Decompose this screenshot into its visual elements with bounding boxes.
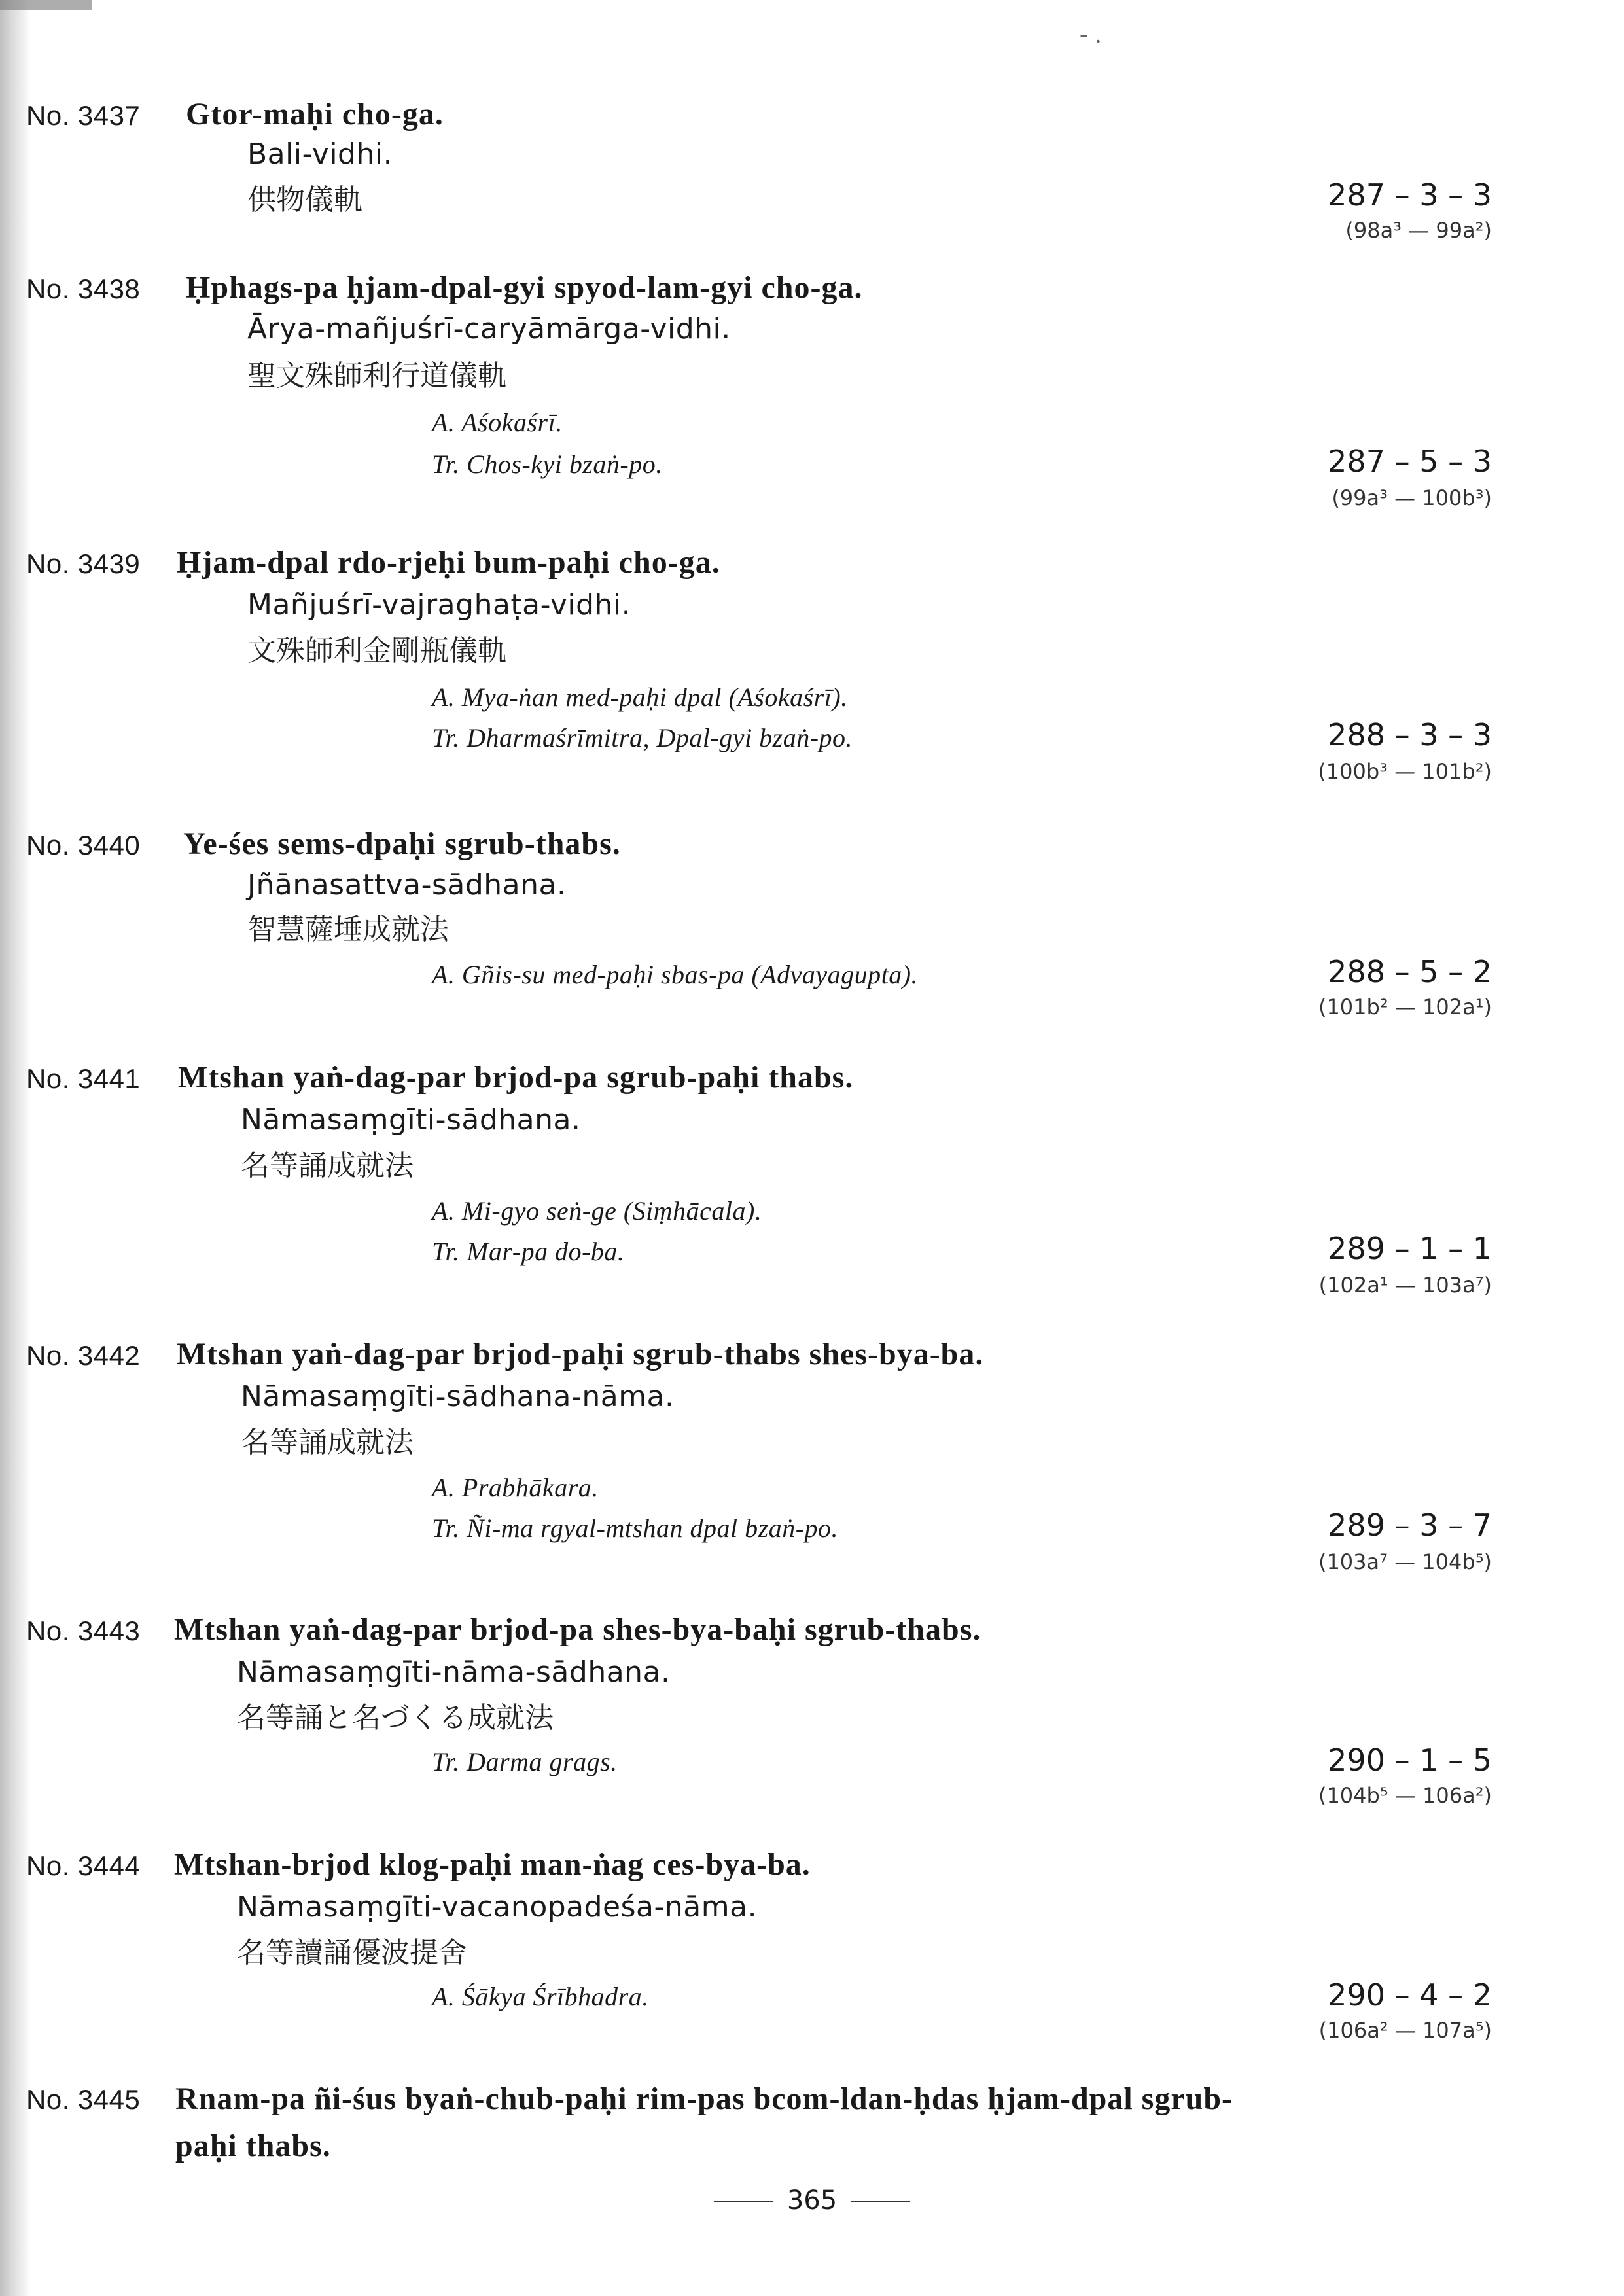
- tibetan-title: Mtshan yaṅ-dag-par brjod-pa sgrub-paḥi thabs.: [178, 1060, 854, 1095]
- folio-range: (98a³ — 99a²): [1345, 218, 1492, 243]
- top-dash-mark: - .: [1080, 19, 1102, 48]
- chinese-title: 名等讀誦優波提舍: [237, 1936, 467, 1969]
- chinese-title: 智慧薩埵成就法: [247, 913, 449, 946]
- tibetan-title: Mtshan-brjod klog-paḥi man-ṅag ces-bya-ba.: [174, 1847, 811, 1882]
- volume-page-ref: 289 – 3 – 7: [1328, 1508, 1492, 1543]
- translator-line: Tr. Mar-pa do-ba.: [432, 1237, 625, 1266]
- page-number: 365: [786, 2185, 838, 2216]
- chinese-title: 名等誦成就法: [241, 1426, 414, 1459]
- footer-rule-right: [851, 2201, 910, 2202]
- entry-number: No. 3439: [26, 548, 141, 579]
- sanskrit-title: Nāmasaṃgīti-vacanopadeśa-nāma.: [237, 1890, 758, 1924]
- entry-number: No. 3437: [26, 100, 141, 131]
- author-line: A. Prabhākara.: [432, 1473, 599, 1502]
- author-line: A. Aśokaśrī.: [432, 408, 563, 437]
- author-line: A. Śākya Śrībhadra.: [432, 1982, 649, 2011]
- translator-line: Tr. Chos-kyi bzaṅ-po.: [432, 450, 663, 479]
- sanskrit-title: Nāmasaṃgīti-nāma-sādhana.: [237, 1655, 671, 1689]
- entry-number: No. 3444: [26, 1850, 141, 1881]
- volume-page-ref: 288 – 5 – 2: [1328, 954, 1492, 989]
- chinese-title: 供物儀軌: [247, 183, 362, 217]
- folio-range: (102a¹ — 103a⁷): [1318, 1273, 1492, 1298]
- translator-line: Tr. Dharmaśrīmitra, Dpal-gyi bzaṅ-po.: [432, 723, 853, 752]
- tibetan-title: Mtshan yaṅ-dag-par brjod-paḥi sgrub-thabs shes-bya-ba.: [177, 1337, 984, 1371]
- chinese-title: 名等誦成就法: [241, 1149, 414, 1182]
- entry-number: No. 3442: [26, 1340, 141, 1371]
- sanskrit-title: Nāmasaṃgīti-sādhana-nāma.: [241, 1380, 675, 1413]
- volume-page-ref: 287 – 3 – 3: [1328, 177, 1492, 213]
- folio-range: (103a⁷ — 104b⁵): [1318, 1549, 1492, 1574]
- tibetan-title: Ye-śes sems-dpaḥi sgrub-thabs.: [183, 826, 621, 861]
- tibetan-title: Gtor-maḥi cho-ga.: [186, 97, 444, 132]
- entry-number: No. 3438: [26, 274, 141, 304]
- chinese-title: 文殊師利金剛瓶儀軌: [247, 634, 506, 667]
- sanskrit-title: Mañjuśrī-vajraghaṭa-vidhi.: [247, 588, 631, 622]
- footer-rule-left: [714, 2201, 773, 2202]
- folio-range: (101b² — 102a¹): [1318, 995, 1492, 1019]
- folio-range: (99a³ — 100b³): [1332, 486, 1492, 510]
- author-line: A. Mi-gyo seṅ-ge (Siṃhācala).: [432, 1196, 762, 1226]
- folio-range: (106a² — 107a⁵): [1318, 2018, 1492, 2043]
- sanskrit-title: Bali-vidhi.: [247, 137, 393, 171]
- entry-number: No. 3445: [26, 2084, 141, 2115]
- chinese-title: 聖文殊師利行道儀軌: [247, 359, 506, 393]
- volume-page-ref: 290 – 4 – 2: [1328, 1977, 1492, 2013]
- entry-number: No. 3443: [26, 1616, 141, 1646]
- sanskrit-title: Ārya-mañjuśrī-caryāmārga-vidhi.: [247, 312, 731, 345]
- scan-corner-mark: [0, 0, 92, 10]
- sanskrit-title: Jñānasattva-sādhana.: [247, 868, 567, 902]
- volume-page-ref: 290 – 1 – 5: [1328, 1742, 1492, 1778]
- entry-number: No. 3441: [26, 1063, 141, 1094]
- page-footer: [0, 2185, 1624, 2216]
- sanskrit-title: Nāmasaṃgīti-sādhana.: [241, 1103, 581, 1137]
- author-line: A. Mya-ṅan med-paḥi dpal (Aśokaśrī).: [432, 682, 848, 712]
- volume-page-ref: 288 – 3 – 3: [1328, 717, 1492, 752]
- folio-range: (100b³ — 101b²): [1318, 759, 1492, 784]
- entry-number: No. 3440: [26, 830, 141, 860]
- volume-page-ref: 289 – 1 – 1: [1328, 1231, 1492, 1266]
- tibetan-title: Ḥjam-dpal rdo-rjeḥi bum-paḥi cho-ga.: [177, 545, 720, 580]
- volume-page-ref: 287 – 5 – 3: [1328, 444, 1492, 479]
- tibetan-title: Rnam-pa ñi-śus byaṅ-chub-paḥi rim-pas bcom-ldan-ḥdas ḥjam-dpal sgrub-paḥi thabs.: [175, 2081, 1233, 2163]
- folio-range: (104b⁵ — 106a²): [1318, 1783, 1492, 1808]
- translator-line: Tr. Ñi-ma rgyal-mtshan dpal bzaṅ-po.: [432, 1513, 839, 1543]
- translator-line: Tr. Darma grags.: [432, 1747, 618, 1776]
- tibetan-title: Ḥphags-pa ḥjam-dpal-gyi spyod-lam-gyi cho-ga.: [186, 270, 863, 305]
- tibetan-title: Mtshan yaṅ-dag-par brjod-pa shes-bya-baḥi sgrub-thabs.: [174, 1612, 981, 1647]
- binding-shadow: [0, 0, 30, 2296]
- author-line: A. Gñis-su med-paḥi sbas-pa (Advayagupta).: [432, 960, 919, 989]
- chinese-title: 名等誦と名づくる成就法: [237, 1701, 554, 1735]
